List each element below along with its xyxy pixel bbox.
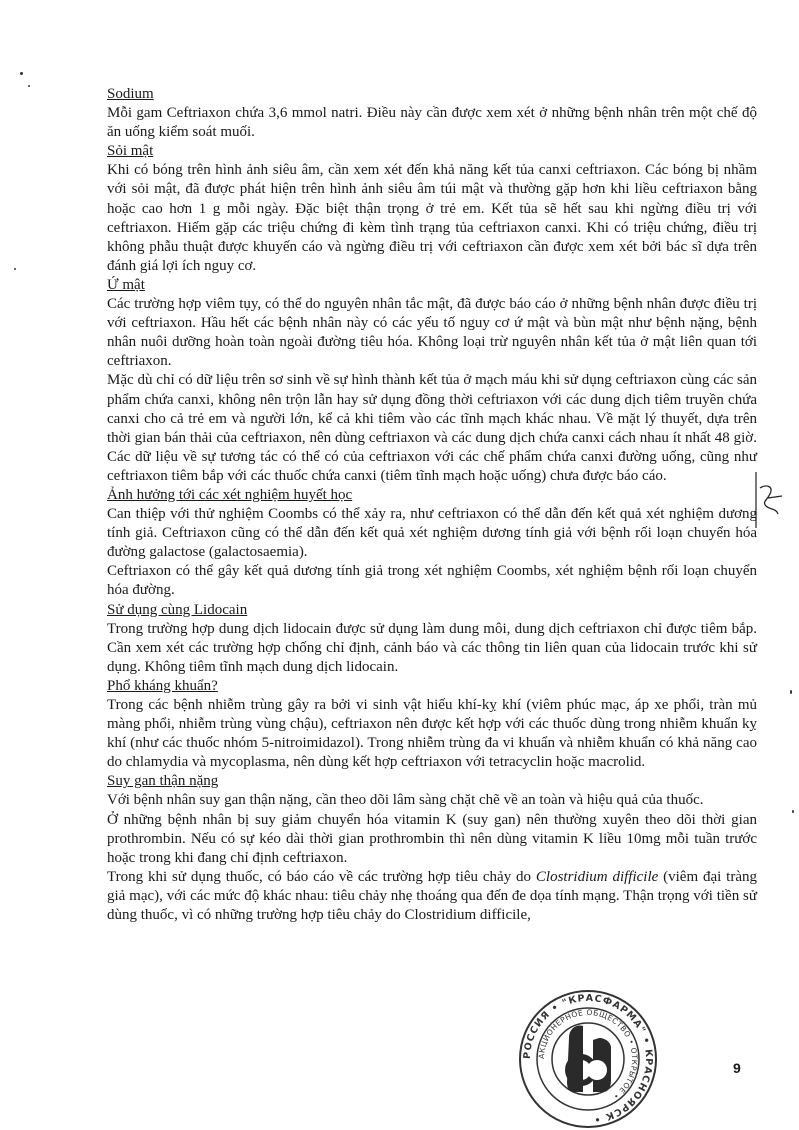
final-paragraph-start: Trong khi sử dụng thuốc, có báo cáo về các trường hợp tiêu chảy do [107, 868, 536, 885]
section-heading: Ảnh hưởng tới các xét nghiệm huyết học [107, 486, 353, 503]
section-heading: Ứ mật [107, 276, 145, 293]
section-paragraph: Ceftriaxon có thể gây kết quả dương tính giả trong xét nghiệm Coombs, xét nghiệm bệnh rối loạn chuyển hóa đường. [107, 563, 757, 599]
section-heading: Sodium [107, 86, 154, 102]
company-seal [517, 988, 659, 1130]
section-paragraph: Mặc dù chỉ có dữ liệu trên sơ sinh về sự hình thành kết tủa ở mạch máu khi sử dụng ceftriaxon cùng các sản phẩm chứa canxi, không nên trộn lẫn hay sử dụng đồng thời ceftriaxon với các dung dịch tiêm truyền chứa canxi cho cả trẻ em và người lớn, kể cả khi tiêm vào các tĩnh mạch khác nhau. Về mặt lý thuyết, dựa trên thời gian bán thải của ceftriaxon, nên dùng ceftriaxon và các dung dịch chứa canxi cách nhau ít nhất 48 giờ. Các dữ liệu về sự tương tác có thể có của ceftriaxon với các chế phẩm chứa canxi đường uống, cũng như ceftriaxon tiêm bắp với các thuốc chứa canxi (tiêm tĩnh mạch hoặc uống) chưa được báo cáo. [107, 372, 757, 484]
page-number: 9 [733, 1060, 741, 1076]
seal-inner-text: АКЦИОНЕРНОЕ ОБЩЕСТВО • ОТКРЫТОЕ • [536, 1007, 640, 1102]
handwritten-mark [748, 470, 788, 530]
organism-name: Clostridium difficile [535, 868, 659, 885]
section-heading: Suy gan thận nặng [107, 773, 219, 790]
final-paragraph-end: (viêm đại tràng giả mạc), với các mức độ khác nhau: tiêu chảy nhẹ thoáng qua đến đe dọa tính mạng. Thận trọng với tiền sử dùng thuốc, vì có những trường hợp tiêu chảy do Clostridium difficile, [107, 868, 757, 924]
section-paragraph: Các trường hợp viêm tụy, có thể do nguyên nhân tắc mật, đã được báo cáo ở những bệnh nhân được điều trị với ceftriaxon. Hầu hết các bệnh nhân này có các yếu tố nguy cơ ứ mật và bùn mật như bệnh nặng, bệnh nhân nuôi dưỡng hoàn toàn ngoài đường tiêu hóa. Không loại trừ nguyên nhân kết tủa ở mật liên quan tới ceftriaxon. [107, 296, 757, 370]
section-paragraph: Với bệnh nhân suy gan thận nặng, cần theo dõi lâm sàng chặt chẽ về an toàn và hiệu quả của thuốc. [107, 792, 704, 809]
final-paragraph [107, 868, 757, 925]
document-body [107, 85, 757, 925]
section-paragraph: Khi có bóng trên hình ảnh siêu âm, cần xem xét đến khả năng kết tủa canxi ceftriaxon. Các bóng bị nhầm với sỏi mật, đã được phát hiện trên hình ảnh siêu âm túi mật và thường gặp hơn khi liều ceftriaxon bằng hoặc cao hơn 1 g mỗi ngày. Đặc biệt thận trọng ở trẻ em. Kết tủa sẽ hết sau khi ngừng điều trị với ceftriaxon. Hiếm gặp các triệu chứng đi kèm tình trạng tủa ceftriaxon canxi. Khi có triệu chứng, điều trị không phẫu thuật được khuyến cáo và ngừng điều trị với ceftriaxon cần được xem xét bởi bác sĩ dựa trên đánh giá lợi ích nguy cơ. [107, 162, 757, 274]
scan-speck [28, 85, 30, 87]
scan-speck [790, 690, 792, 694]
seal-outer-text: РОССИЯ • "КРАСФАРМА" • КРАСНОЯРСК • [521, 992, 655, 1125]
scan-speck [14, 268, 16, 270]
seal-emblem [567, 1026, 611, 1093]
scan-speck [20, 72, 23, 75]
section-paragraph: Can thiệp với thử nghiệm Coombs có thể xảy ra, như ceftriaxon có thể dẫn đến kết quả xét nghiệm dương tính giả. Ceftriaxon cũng có thể dẫn đến kết quả xét nghiệm dương tính giả với bệnh rối loạn chuyển hóa đường galactose (galactosaemia). [107, 506, 757, 561]
section-heading: Phổ kháng khuẩn? [107, 677, 218, 694]
section-paragraph: Trong các bệnh nhiễm trùng gây ra bởi vi sinh vật hiếu khí-kỵ khí (viêm phúc mạc, áp xe phổi, tràn mủ màng phổi, nhiễm trùng vùng chậu), ceftriaxon nên được kết hợp với các thuốc dùng trong nhiễm khuẩn kỵ khí (như các thuốc nhóm 5-nitroimidazol). Trong nhiễm trùng đa vi khuẩn và nhiễm khuẩn có khả năng cao do chlamydia và mycoplasma, nên dùng kết hợp ceftriaxon với tetracyclin hoặc macrolid. [107, 697, 757, 771]
section-paragraph: Trong trường hợp dung dịch lidocain được sử dụng làm dung môi, dung dịch ceftriaxon chỉ được tiêm bắp. Cần xem xét các trường hợp chống chỉ định, cảnh báo và các thông tin liên quan của lidocain trước khi sử dụng. Không tiêm tĩnh mạch dung dịch lidocain. [107, 620, 757, 675]
section-paragraph: Mỗi gam Ceftriaxon chứa 3,6 mmol natri. Điều này cần được xem xét ở những bệnh nhân trên một chế độ ăn uống kiểm soát muối. [107, 105, 757, 141]
section-heading: Sử dụng cùng Lidocain [107, 601, 248, 618]
section-heading: Sỏi mật [107, 143, 154, 160]
scan-speck [792, 810, 794, 813]
section-paragraph: Ở những bệnh nhân bị suy giảm chuyển hóa vitamin K (suy gan) nên thường xuyên theo dõi thời gian prothrombin. Nếu có sự kéo dài thời gian prothrombin thì nên dùng vitamin K liều 10mg mỗi tuần trước hoặc trong khi đang chỉ định ceftriaxon. [107, 811, 757, 866]
